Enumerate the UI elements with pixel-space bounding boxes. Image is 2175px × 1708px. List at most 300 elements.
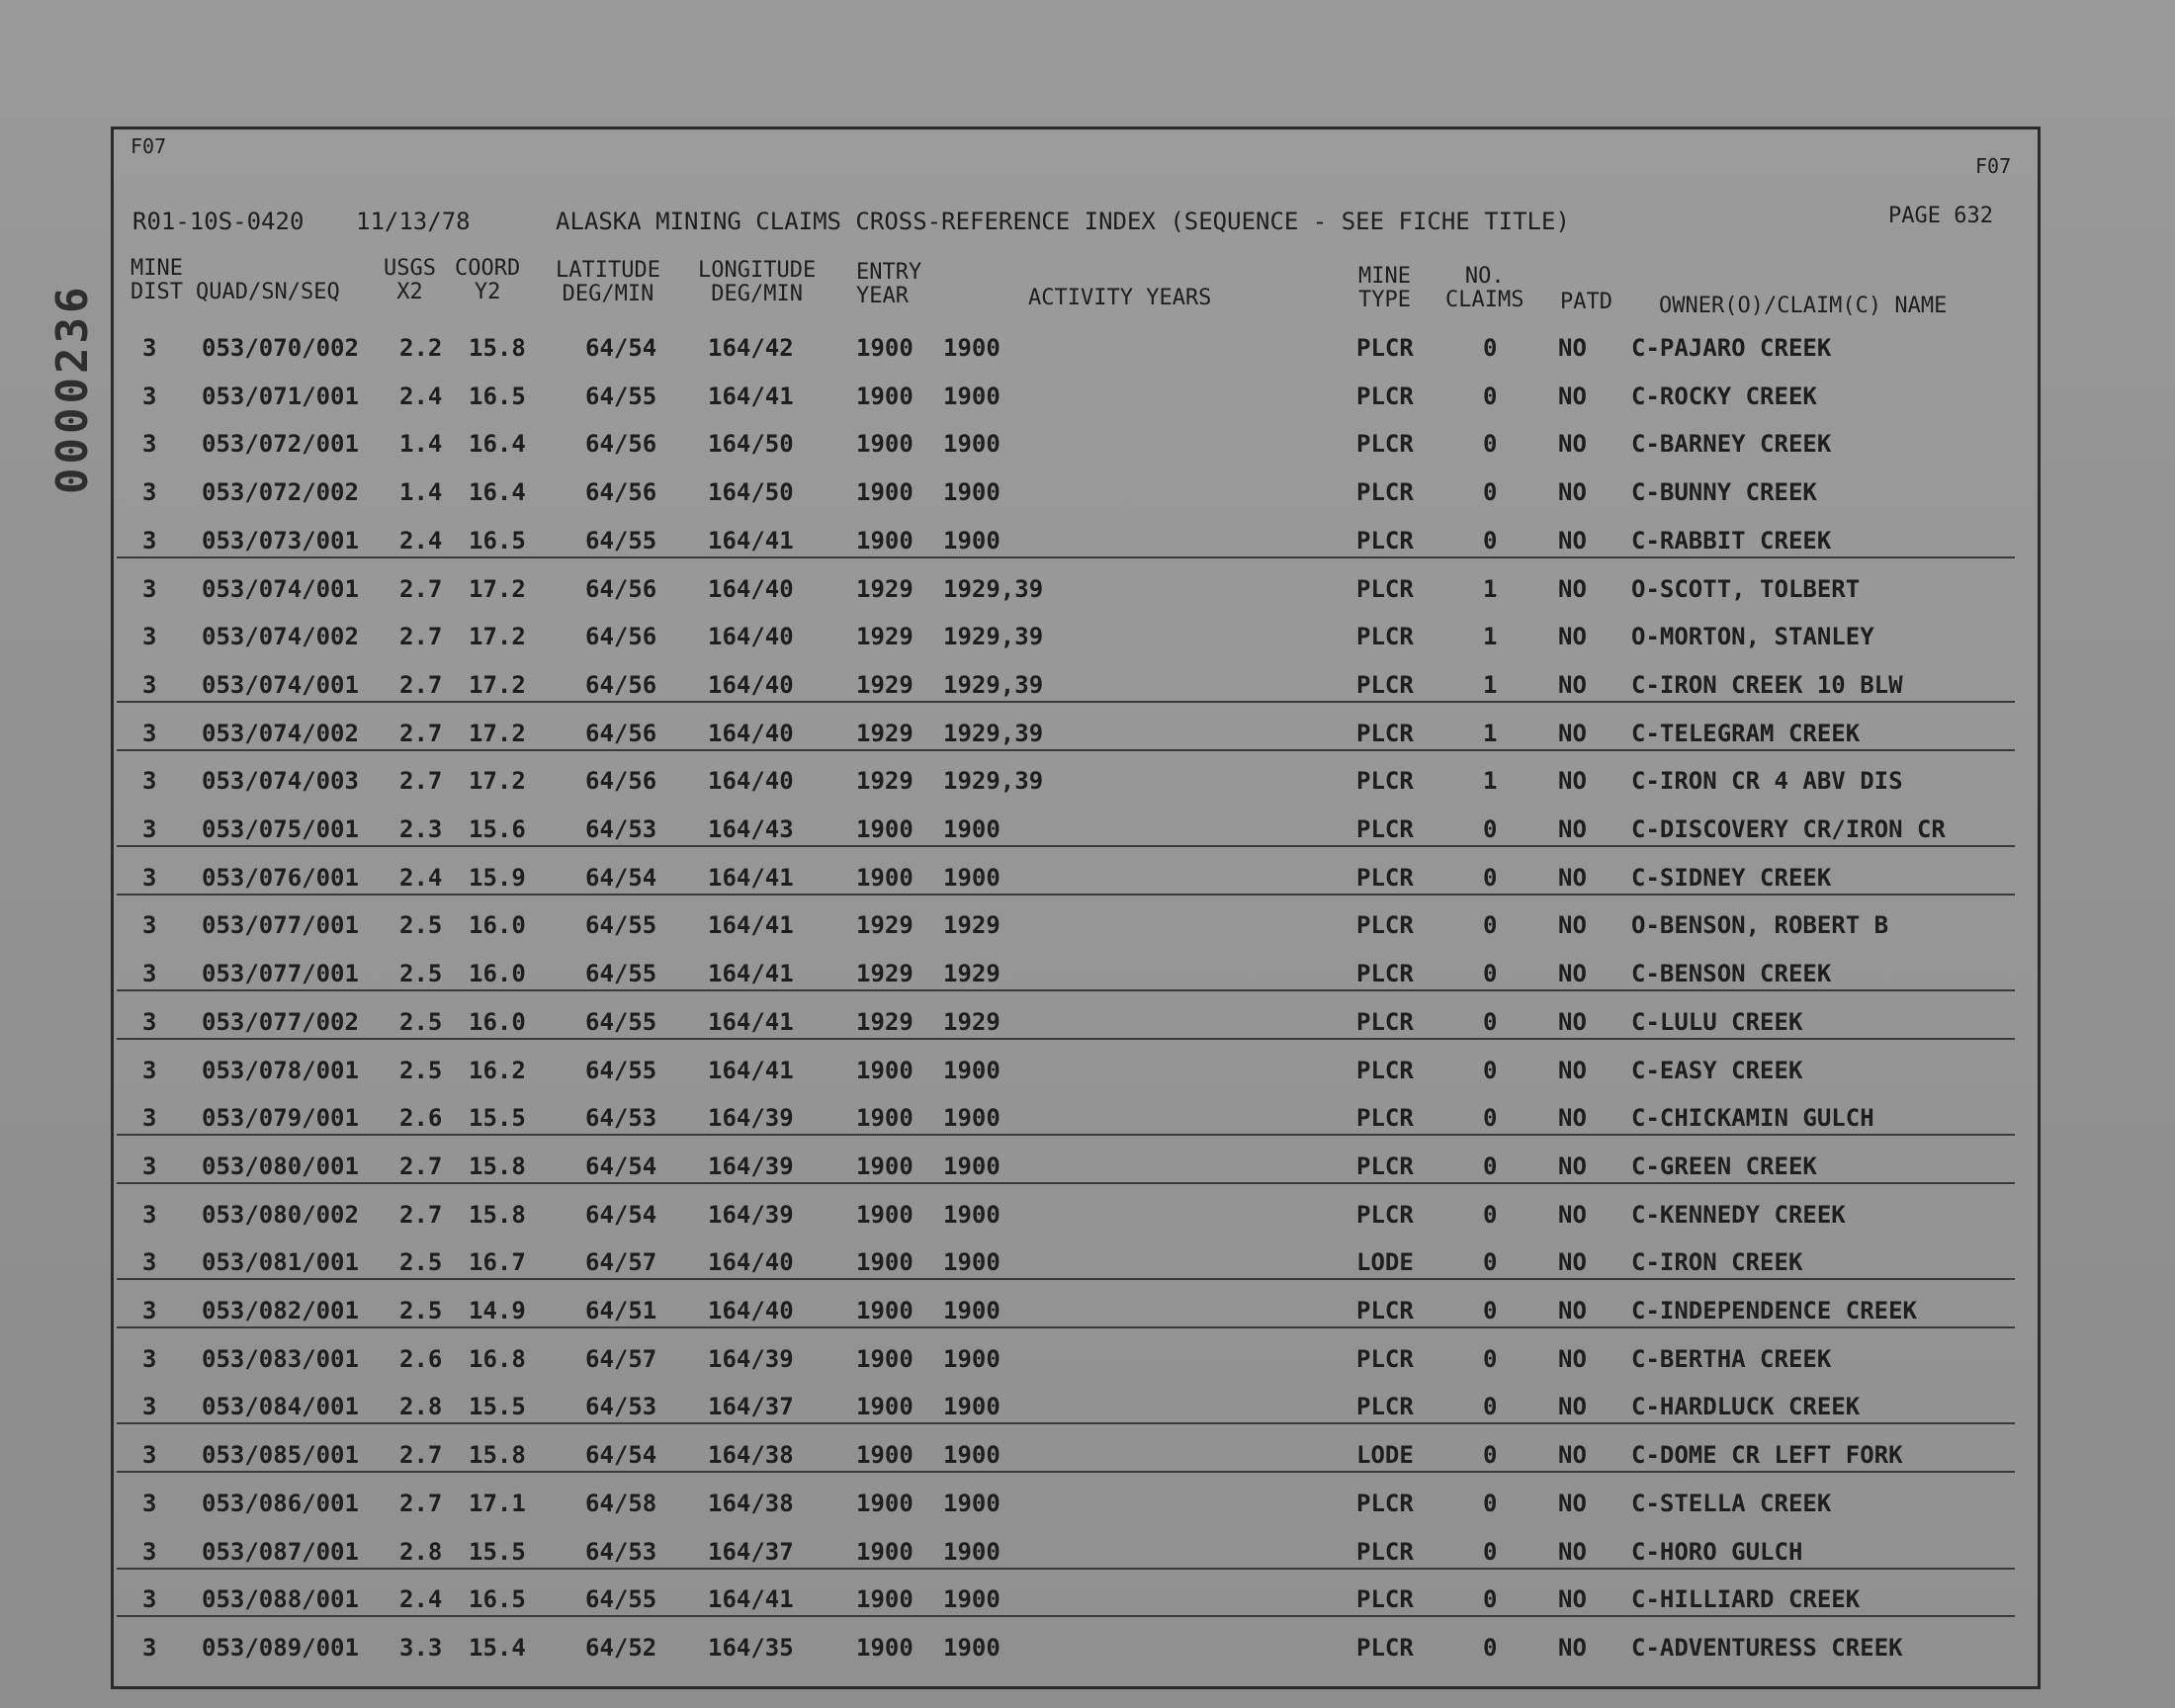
entry-year-cell: 1929 [856,960,914,987]
mine-type-cell: PLCR [1356,1201,1414,1229]
mine-type-cell: PLCR [1356,1393,1414,1420]
patd-cell: NO [1558,383,1587,410]
usgs-x2-cell: 2.4 [399,383,443,410]
table-row [117,1383,2015,1430]
no-claims-cell: 1 [1483,767,1498,795]
activity-years-cell: 1900 [943,1297,1000,1324]
mine-type-cell: LODE [1356,1248,1414,1276]
owner-claim-name-cell: C-HARDLUCK CREEK [1631,1393,1861,1420]
entry-year-cell: 1929 [856,575,914,603]
quad-cell: 053/080/001 [202,1153,359,1180]
mine-dist-cell: 3 [142,623,157,650]
no-claims-cell: 0 [1483,864,1498,892]
usgs-x2-cell: 2.8 [399,1393,443,1420]
latitude-cell: 64/53 [585,1393,657,1420]
activity-years-cell: 1900 [943,1441,1000,1469]
quad-cell: 053/089/001 [202,1634,359,1662]
column-header-longitude: LONGITUDE DEG/MIN [698,258,817,306]
quad-cell: 053/072/002 [202,478,359,506]
owner-claim-name-cell: O-SCOTT, TOLBERT [1631,575,1861,603]
column-header-coord-y2: COORD Y2 [455,256,521,304]
latitude-cell: 64/54 [585,334,657,362]
entry-year-cell: 1900 [856,383,914,410]
coord-y2-cell: 15.8 [469,1441,526,1469]
page-number: PAGE 632 [1888,204,1993,228]
mine-type-cell: PLCR [1356,623,1414,650]
latitude-cell: 64/57 [585,1248,657,1276]
activity-years-cell: 1929,39 [943,623,1044,650]
usgs-x2-cell: 2.5 [399,1008,443,1036]
table-row [117,1624,2015,1671]
coord-y2-cell: 16.4 [469,478,526,506]
coord-y2-cell: 16.4 [469,430,526,458]
table-row [117,565,2015,613]
no-claims-cell: 0 [1483,1585,1498,1613]
owner-claim-name-cell: C-ADVENTURESS CREEK [1631,1634,1903,1662]
table-row [117,1238,2015,1286]
entry-year-cell: 1900 [856,1393,914,1420]
quad-cell: 053/086/001 [202,1490,359,1517]
activity-years-cell: 1900 [943,430,1000,458]
table-row [117,998,2015,1046]
table-row [117,1287,2015,1334]
owner-claim-name-cell: C-ROCKY CREEK [1631,383,1817,410]
mine-dist-cell: 3 [142,720,157,747]
quad-cell: 053/074/002 [202,720,359,747]
mine-type-cell: PLCR [1356,1153,1414,1180]
latitude-cell: 64/52 [585,1634,657,1662]
mine-type-cell: PLCR [1356,1104,1414,1132]
activity-years-cell: 1900 [943,1393,1000,1420]
owner-claim-name-cell: C-TELEGRAM CREEK [1631,720,1861,747]
quad-cell: 053/078/001 [202,1057,359,1084]
quad-cell: 053/083/001 [202,1345,359,1373]
patd-cell: NO [1558,864,1587,892]
column-header-activity-years: ACTIVITY YEARS [1028,286,1212,310]
latitude-cell: 64/53 [585,815,657,843]
table-row [117,1047,2015,1094]
mine-dist-cell: 3 [142,864,157,892]
activity-years-cell: 1900 [943,1490,1000,1517]
latitude-cell: 64/56 [585,430,657,458]
patd-cell: NO [1558,1393,1587,1420]
column-header-no-claims: NO. CLAIMS [1445,264,1524,312]
mine-dist-cell: 3 [142,1538,157,1566]
usgs-x2-cell: 2.7 [399,1153,443,1180]
activity-years-cell: 1929 [943,911,1000,939]
table-row [117,806,2015,853]
patd-cell: NO [1558,1153,1587,1180]
coord-y2-cell: 15.8 [469,334,526,362]
mine-type-cell: LODE [1356,1441,1414,1469]
activity-years-cell: 1900 [943,1248,1000,1276]
report-date: 11/13/78 [356,208,471,235]
usgs-x2-cell: 2.4 [399,1585,443,1613]
latitude-cell: 64/56 [585,671,657,699]
entry-year-cell: 1900 [856,430,914,458]
longitude-cell: 164/40 [708,575,794,603]
longitude-cell: 164/41 [708,864,794,892]
activity-years-cell: 1900 [943,1201,1000,1229]
usgs-x2-cell: 2.5 [399,1248,443,1276]
no-claims-cell: 1 [1483,720,1498,747]
patd-cell: NO [1558,767,1587,795]
entry-year-cell: 1929 [856,767,914,795]
coord-y2-cell: 15.8 [469,1153,526,1180]
owner-claim-name-cell: C-STELLA CREEK [1631,1490,1832,1517]
activity-years-cell: 1929 [943,960,1000,987]
table-row [117,1528,2015,1576]
table-row [117,517,2015,564]
longitude-cell: 164/38 [708,1441,794,1469]
owner-claim-name-cell: C-BARNEY CREEK [1631,430,1832,458]
coord-y2-cell: 16.5 [469,383,526,410]
latitude-cell: 64/54 [585,1441,657,1469]
table-row [117,420,2015,468]
coord-y2-cell: 16.0 [469,1008,526,1036]
usgs-x2-cell: 2.5 [399,1297,443,1324]
quad-cell: 053/074/003 [202,767,359,795]
coord-y2-cell: 15.5 [469,1538,526,1566]
longitude-cell: 164/41 [708,960,794,987]
usgs-x2-cell: 2.7 [399,623,443,650]
mine-dist-cell: 3 [142,1490,157,1517]
coord-y2-cell: 15.6 [469,815,526,843]
coord-y2-cell: 15.4 [469,1634,526,1662]
coord-y2-cell: 16.8 [469,1345,526,1373]
patd-cell: NO [1558,478,1587,506]
activity-years-cell: 1900 [943,815,1000,843]
column-header-latitude: LATITUDE DEG/MIN [556,258,660,306]
longitude-cell: 164/39 [708,1153,794,1180]
owner-claim-name-cell: C-HORO GULCH [1631,1538,1803,1566]
mine-dist-cell: 3 [142,671,157,699]
quad-cell: 053/085/001 [202,1441,359,1469]
longitude-cell: 164/39 [708,1104,794,1132]
owner-claim-name-cell: C-IRON CREEK [1631,1248,1803,1276]
quad-cell: 053/073/001 [202,527,359,555]
longitude-cell: 164/50 [708,430,794,458]
activity-years-cell: 1900 [943,1345,1000,1373]
no-claims-cell: 1 [1483,623,1498,650]
report-title: ALASKA MINING CLAIMS CROSS-REFERENCE INDEX (SEQUENCE - SEE FICHE TITLE) [556,208,1570,235]
patd-cell: NO [1558,1008,1587,1036]
entry-year-cell: 1900 [856,864,914,892]
coord-y2-cell: 17.2 [469,575,526,603]
activity-years-cell: 1929,39 [943,671,1044,699]
longitude-cell: 164/37 [708,1393,794,1420]
longitude-cell: 164/35 [708,1634,794,1662]
no-claims-cell: 0 [1483,1153,1498,1180]
usgs-x2-cell: 2.7 [399,1490,443,1517]
entry-year-cell: 1929 [856,671,914,699]
entry-year-cell: 1900 [856,1538,914,1566]
table-row [117,613,2015,660]
longitude-cell: 164/40 [708,623,794,650]
patd-cell: NO [1558,720,1587,747]
mine-type-cell: PLCR [1356,575,1414,603]
entry-year-cell: 1900 [856,1057,914,1084]
mine-dist-cell: 3 [142,815,157,843]
quad-cell: 053/071/001 [202,383,359,410]
owner-claim-name-cell: C-DISCOVERY CR/IRON CR [1631,815,1946,843]
patd-cell: NO [1558,1104,1587,1132]
table-row [117,373,2015,420]
usgs-x2-cell: 2.7 [399,1441,443,1469]
quad-cell: 053/072/001 [202,430,359,458]
activity-years-cell: 1900 [943,383,1000,410]
latitude-cell: 64/56 [585,767,657,795]
patd-cell: NO [1558,960,1587,987]
usgs-x2-cell: 2.8 [399,1538,443,1566]
latitude-cell: 64/56 [585,720,657,747]
longitude-cell: 164/39 [708,1345,794,1373]
usgs-x2-cell: 1.4 [399,430,443,458]
quad-cell: 053/075/001 [202,815,359,843]
quad-cell: 053/077/001 [202,911,359,939]
mine-dist-cell: 3 [142,1248,157,1276]
no-claims-cell: 0 [1483,1393,1498,1420]
activity-years-cell: 1900 [943,334,1000,362]
table-row [117,1335,2015,1383]
mine-type-cell: PLCR [1356,383,1414,410]
table-row [117,661,2015,709]
fiche-label-left: F07 [130,134,167,158]
mine-type-cell: PLCR [1356,478,1414,506]
usgs-x2-cell: 2.7 [399,1201,443,1229]
no-claims-cell: 0 [1483,1248,1498,1276]
usgs-x2-cell: 2.7 [399,575,443,603]
table-row [117,1191,2015,1238]
mine-dist-cell: 3 [142,960,157,987]
quad-cell: 053/077/002 [202,1008,359,1036]
entry-year-cell: 1900 [856,815,914,843]
patd-cell: NO [1558,1490,1587,1517]
usgs-x2-cell: 2.2 [399,334,443,362]
quad-cell: 053/074/002 [202,623,359,650]
mine-type-cell: PLCR [1356,671,1414,699]
usgs-x2-cell: 2.7 [399,767,443,795]
report-id: R01-10S-0420 [132,208,304,235]
no-claims-cell: 0 [1483,1297,1498,1324]
entry-year-cell: 1900 [856,334,914,362]
latitude-cell: 64/55 [585,1008,657,1036]
quad-cell: 053/079/001 [202,1104,359,1132]
table-row [117,1576,2015,1623]
table-row [117,324,2015,372]
longitude-cell: 164/37 [708,1538,794,1566]
coord-y2-cell: 17.1 [469,1490,526,1517]
no-claims-cell: 0 [1483,1057,1498,1084]
mine-dist-cell: 3 [142,383,157,410]
no-claims-cell: 0 [1483,1441,1498,1469]
column-header-usgs-x2: USGS X2 [384,256,436,304]
no-claims-cell: 0 [1483,911,1498,939]
patd-cell: NO [1558,1585,1587,1613]
entry-year-cell: 1929 [856,623,914,650]
usgs-x2-cell: 2.4 [399,864,443,892]
table-row [117,757,2015,805]
coord-y2-cell: 15.8 [469,1201,526,1229]
no-claims-cell: 0 [1483,960,1498,987]
column-header-owner-claim-name: OWNER(O)/CLAIM(C) NAME [1659,294,1948,318]
usgs-x2-cell: 2.7 [399,671,443,699]
mine-dist-cell: 3 [142,1634,157,1662]
entry-year-cell: 1929 [856,720,914,747]
entry-year-cell: 1900 [856,1585,914,1613]
longitude-cell: 164/40 [708,1248,794,1276]
coord-y2-cell: 17.2 [469,720,526,747]
patd-cell: NO [1558,527,1587,555]
latitude-cell: 64/53 [585,1104,657,1132]
entry-year-cell: 1900 [856,1441,914,1469]
owner-claim-name-cell: C-GREEN CREEK [1631,1153,1817,1180]
latitude-cell: 64/54 [585,1153,657,1180]
column-header-entry-year: ENTRY YEAR [856,260,922,308]
quad-cell: 053/088/001 [202,1585,359,1613]
mine-type-cell: PLCR [1356,1297,1414,1324]
table-row [117,1431,2015,1479]
mine-dist-cell: 3 [142,1057,157,1084]
activity-years-cell: 1900 [943,1634,1000,1662]
no-claims-cell: 0 [1483,383,1498,410]
coord-y2-cell: 17.2 [469,767,526,795]
mine-dist-cell: 3 [142,334,157,362]
longitude-cell: 164/41 [708,1585,794,1613]
no-claims-cell: 0 [1483,1104,1498,1132]
mine-dist-cell: 3 [142,1393,157,1420]
mine-type-cell: PLCR [1356,815,1414,843]
usgs-x2-cell: 3.3 [399,1634,443,1662]
table-row [117,854,2015,901]
owner-claim-name-cell: C-RABBIT CREEK [1631,527,1832,555]
patd-cell: NO [1558,575,1587,603]
column-header-mine-type: MINE TYPE [1358,264,1411,312]
entry-year-cell: 1900 [856,1634,914,1662]
latitude-cell: 64/55 [585,960,657,987]
latitude-cell: 64/51 [585,1297,657,1324]
longitude-cell: 164/41 [708,1008,794,1036]
entry-year-cell: 1900 [856,478,914,506]
entry-year-cell: 1900 [856,1490,914,1517]
mine-dist-cell: 3 [142,911,157,939]
owner-claim-name-cell: C-IRON CR 4 ABV DIS [1631,767,1903,795]
patd-cell: NO [1558,1634,1587,1662]
quad-cell: 053/087/001 [202,1538,359,1566]
mine-dist-cell: 3 [142,1008,157,1036]
entry-year-cell: 1900 [856,1248,914,1276]
usgs-x2-cell: 1.4 [399,478,443,506]
coord-y2-cell: 16.5 [469,1585,526,1613]
mine-type-cell: PLCR [1356,1538,1414,1566]
no-claims-cell: 0 [1483,527,1498,555]
latitude-cell: 64/58 [585,1490,657,1517]
patd-cell: NO [1558,671,1587,699]
mine-type-cell: PLCR [1356,864,1414,892]
column-header-patd: PATD [1560,290,1612,314]
mine-dist-cell: 3 [142,478,157,506]
usgs-x2-cell: 2.5 [399,911,443,939]
no-claims-cell: 0 [1483,478,1498,506]
owner-claim-name-cell: C-BENSON CREEK [1631,960,1832,987]
entry-year-cell: 1929 [856,1008,914,1036]
mine-type-cell: PLCR [1356,767,1414,795]
mine-dist-cell: 3 [142,575,157,603]
owner-claim-name-cell: C-LULU CREEK [1631,1008,1803,1036]
coord-y2-cell: 16.7 [469,1248,526,1276]
longitude-cell: 164/40 [708,767,794,795]
table-row [117,710,2015,757]
longitude-cell: 164/41 [708,383,794,410]
longitude-cell: 164/41 [708,1057,794,1084]
coord-y2-cell: 15.5 [469,1104,526,1132]
latitude-cell: 64/55 [585,527,657,555]
activity-years-cell: 1900 [943,864,1000,892]
mine-type-cell: PLCR [1356,720,1414,747]
coord-y2-cell: 17.2 [469,671,526,699]
owner-claim-name-cell: C-HILLIARD CREEK [1631,1585,1861,1613]
coord-y2-cell: 16.2 [469,1057,526,1084]
longitude-cell: 164/41 [708,527,794,555]
no-claims-cell: 0 [1483,430,1498,458]
longitude-cell: 164/40 [708,671,794,699]
owner-claim-name-cell: O-MORTON, STANLEY [1631,623,1874,650]
table-row [117,1094,2015,1142]
owner-claim-name-cell: C-INDEPENDENCE CREEK [1631,1297,1917,1324]
quad-cell: 053/070/002 [202,334,359,362]
usgs-x2-cell: 2.6 [399,1104,443,1132]
entry-year-cell: 1900 [856,1153,914,1180]
no-claims-cell: 0 [1483,1538,1498,1566]
table-row [117,1143,2015,1190]
owner-claim-name-cell: O-BENSON, ROBERT B [1631,911,1889,939]
activity-years-cell: 1929,39 [943,575,1044,603]
patd-cell: NO [1558,1201,1587,1229]
activity-years-cell: 1929 [943,1008,1000,1036]
activity-years-cell: 1900 [943,478,1000,506]
mine-type-cell: PLCR [1356,1057,1414,1084]
mine-dist-cell: 3 [142,1297,157,1324]
mine-dist-cell: 3 [142,1201,157,1229]
mine-type-cell: PLCR [1356,1345,1414,1373]
usgs-x2-cell: 2.5 [399,1057,443,1084]
activity-years-cell: 1900 [943,1585,1000,1613]
fiche-label-right: F07 [1975,154,2012,178]
quad-cell: 053/074/001 [202,575,359,603]
patd-cell: NO [1558,1538,1587,1566]
mine-type-cell: PLCR [1356,1634,1414,1662]
entry-year-cell: 1900 [856,1201,914,1229]
mine-type-cell: PLCR [1356,960,1414,987]
mine-type-cell: PLCR [1356,527,1414,555]
owner-claim-name-cell: C-EASY CREEK [1631,1057,1803,1084]
mine-type-cell: PLCR [1356,1585,1414,1613]
mine-type-cell: PLCR [1356,1008,1414,1036]
no-claims-cell: 0 [1483,815,1498,843]
patd-cell: NO [1558,623,1587,650]
coord-y2-cell: 14.9 [469,1297,526,1324]
latitude-cell: 64/55 [585,383,657,410]
mine-dist-cell: 3 [142,1345,157,1373]
latitude-cell: 64/56 [585,623,657,650]
latitude-cell: 64/53 [585,1538,657,1566]
table-row [117,469,2015,516]
quad-cell: 053/076/001 [202,864,359,892]
entry-year-cell: 1900 [856,1345,914,1373]
usgs-x2-cell: 2.5 [399,960,443,987]
no-claims-cell: 1 [1483,575,1498,603]
entry-year-cell: 1929 [856,911,914,939]
